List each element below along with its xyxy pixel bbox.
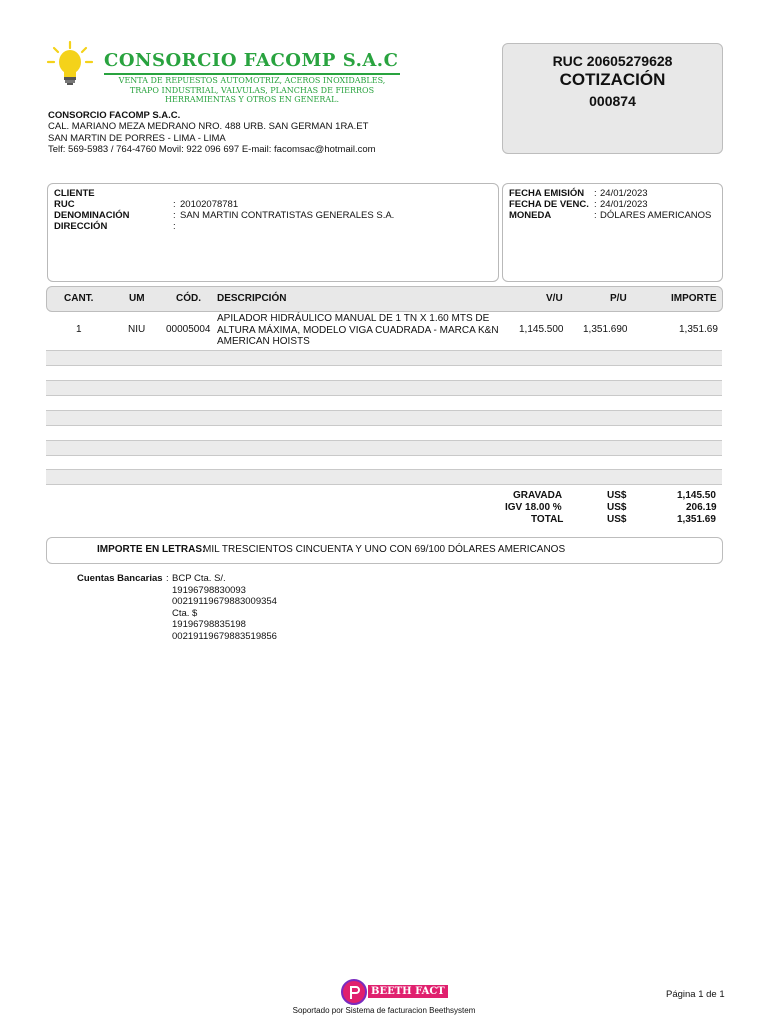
currency-symbol: US$ [607,514,627,525]
gravada-label: GRAVADA [513,490,563,501]
colon: : [594,188,597,199]
header-cod: CÓD. [176,293,201,304]
row-cant: 1 [76,324,82,335]
page-number: Página 1 de 1 [666,989,725,1000]
bank-line: 19196798830093 [172,584,246,596]
client-label: CLIENTE [54,188,95,199]
brand-subtitle: VENTA DE REPUESTOS AUTOMOTRIZ, ACEROS INOXIDABLES, TRAPO INDUSTRIAL, VALVULAS, PLANCHAS DE FIERROS HERRAMIENTAS Y OTROS EN GENERAL. [118,76,386,105]
colon: : [594,210,597,221]
company-address: CAL. MARIANO MEZA MEDRANO NRO. 488 URB. SAN GERMAN 1RA.ET [48,121,369,133]
header-desc: DESCRIPCIÓN [217,293,287,304]
row-desc: APILADOR HIDRÁULICO MANUAL DE 1 TN X 1.60 MTS DE ALTURA MÁXIMA, MODELO VIGA CUADRADA - MARCA K&N AMERICAN HOISTS [217,313,499,347]
row-vu: 1,145.500 [519,324,564,335]
beeth-logo [341,979,445,1005]
colon: : [166,573,169,584]
dates-box [502,183,723,282]
document-type: COTIZACIÓN [559,70,666,89]
header-um: UM [129,293,145,304]
due-date-label: FECHA DE VENC. [509,199,589,210]
issuer-ruc: RUC 20605279628 [552,53,673,69]
support-note: Soportado por Sistema de facturacion Beethsystem [292,1006,476,1015]
bank-accounts-label: Cuentas Bancarias [77,573,163,584]
header-vu: V/U [546,293,563,304]
empty-row [46,350,722,366]
client-name: SAN MARTIN CONTRATISTAS GENERALES S.A. [180,210,395,221]
brand-divider [104,73,400,75]
row-um: NIU [128,324,146,335]
colon: : [173,199,176,210]
issue-date-label: FECHA EMISIÓN [509,188,585,199]
document-number: 000874 [589,93,636,109]
amount-in-words-box [46,537,723,564]
currency-label: MONEDA [509,210,552,221]
brand-title: CONSORCIO FACOMP S.A.C [104,50,399,71]
client-box [47,183,499,282]
beeth-logo-icon [341,979,367,1005]
total-value: 1,351.69 [677,514,716,525]
igv-value: 206.19 [686,502,717,513]
company-contact: Telf: 569-5983 / 764-4760 Movil: 922 096 697 E-mail: facomsac@hotmail.com [48,143,376,155]
currency-symbol: US$ [607,490,627,501]
bank-line: 00219119679883009354 [172,596,277,607]
address-label: DIRECCIÓN [54,221,108,232]
table-header [46,286,723,312]
colon: : [173,210,176,221]
beeth-brand-text: BEETH FACT [368,985,448,998]
empty-row [46,440,722,456]
bank-line: 19196798835198 [172,619,246,630]
row-importe: 1,351.69 [679,324,718,335]
company-district: SAN MARTIN DE PORRES - LIMA - LIMA [48,132,226,144]
header-pu: P/U [610,293,627,304]
empty-row [46,380,722,396]
total-label: TOTAL [531,514,564,525]
amount-in-words: MIL TRESCIENTOS CINCUENTA Y UNO CON 69/100 DÓLARES AMERICANOS [203,544,566,555]
empty-row [46,410,722,426]
colon: : [173,221,176,232]
bank-line: BCP Cta. S/. [172,573,226,584]
document-id-box [502,43,723,154]
bank-line: Cta. $ [172,607,198,619]
light-bulb-icon [46,40,94,88]
empty-row [46,469,722,485]
colon: : [594,199,597,210]
igv-label: IGV 18.00 % [505,502,562,513]
client-ruc: 20102078781 [180,199,239,210]
issue-date: 24/01/2023 [600,188,648,199]
currency-symbol: US$ [607,502,627,513]
bank-account-list [172,573,277,642]
row-pu: 1,351.690 [583,324,628,335]
gravada-value: 1,145.50 [677,490,716,501]
due-date: 24/01/2023 [600,199,648,210]
currency: DÓLARES AMERICANOS [600,210,712,221]
name-label: DENOMINACIÓN [54,210,130,221]
header-importe: IMPORTE [671,293,717,304]
company-info [48,110,376,155]
company-name: CONSORCIO FACOMP S.A.C. [48,110,181,121]
ruc-label: RUC [54,199,75,210]
bank-line: 00219119679883519856 [172,630,277,642]
header-cant: CANT. [64,293,94,304]
row-cod: 00005004 [166,324,211,335]
amount-in-words-label: IMPORTE EN LETRAS: [97,544,206,555]
